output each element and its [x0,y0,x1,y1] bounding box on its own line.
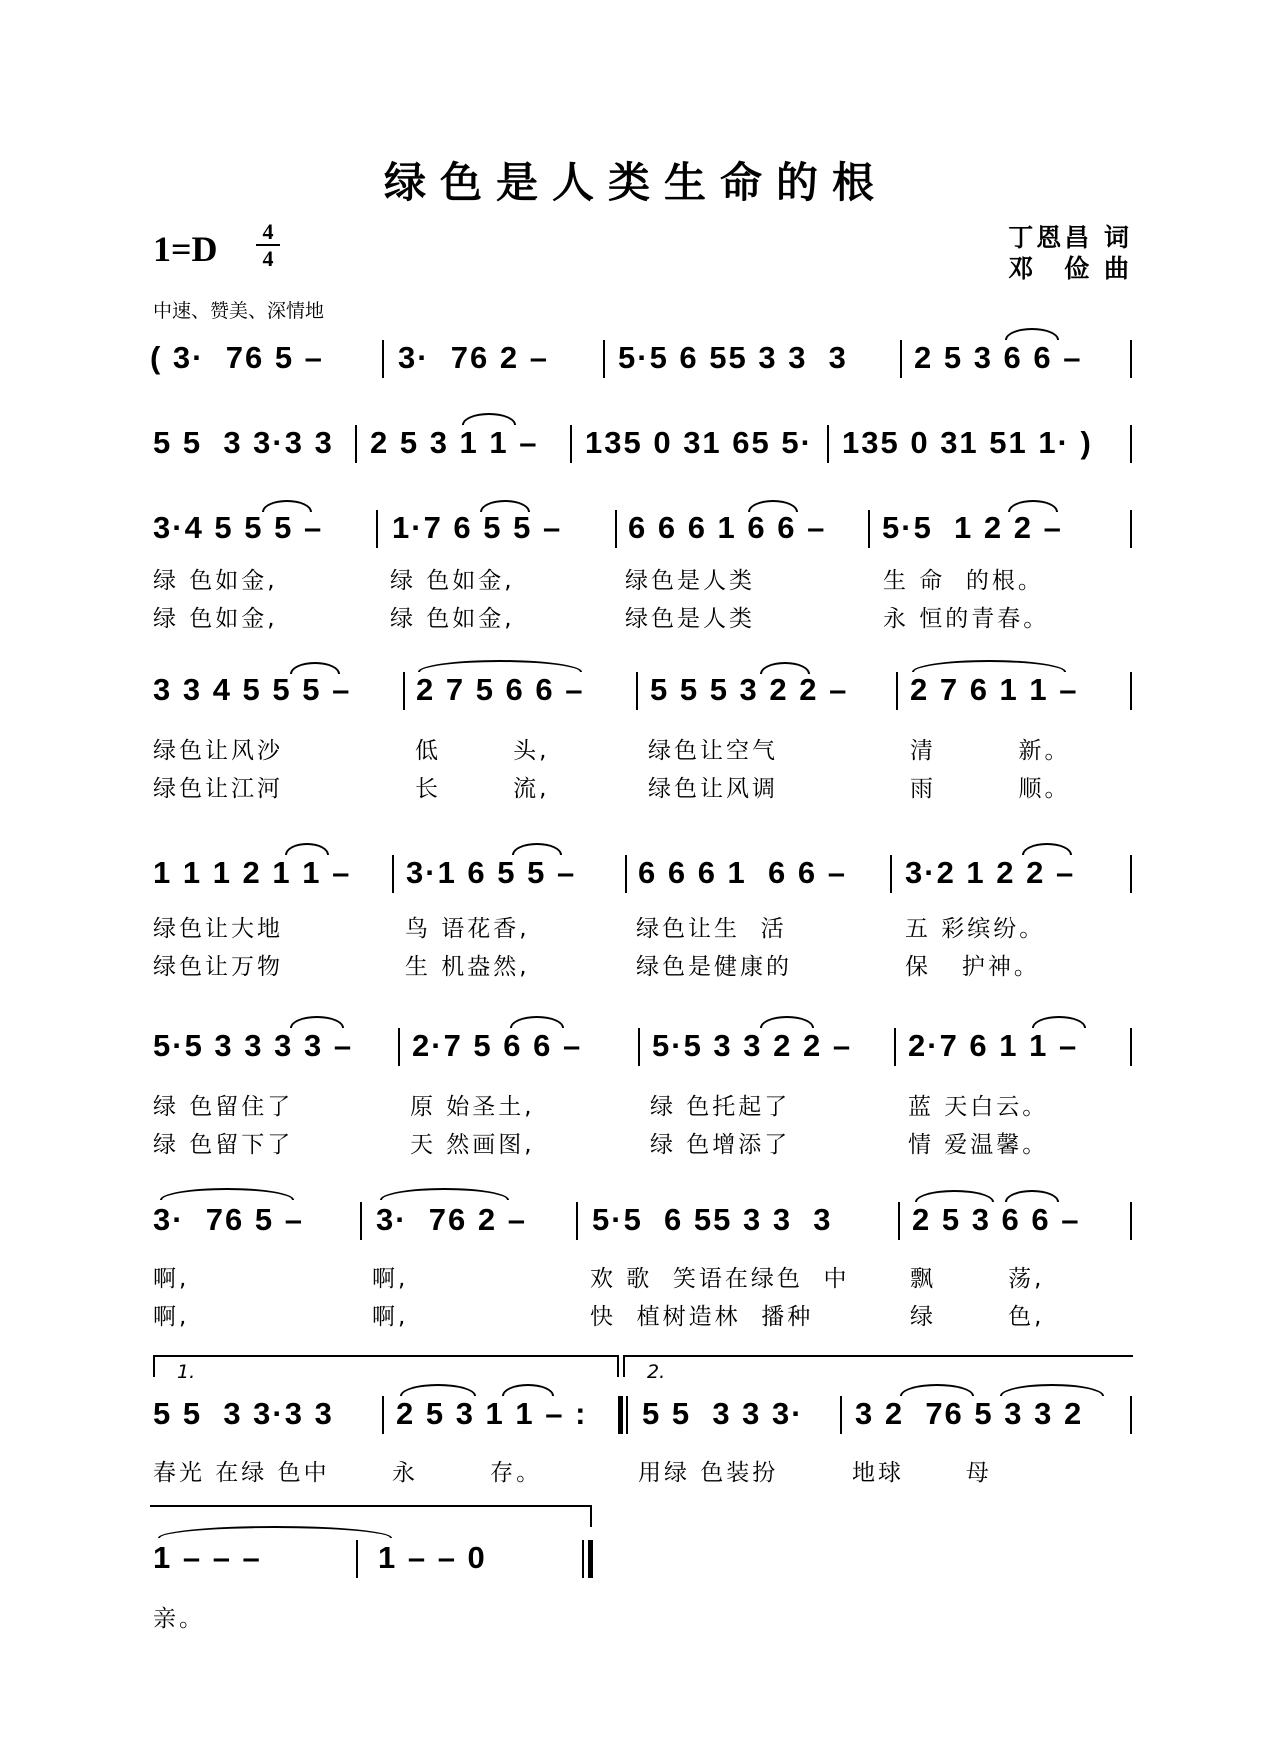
lyric: 啊, [153,1266,190,1292]
measure: 2 5 3 6 6 – [912,1202,1081,1237]
barline [1130,510,1132,548]
slur [512,843,562,855]
key-signature: 1=D [153,229,218,269]
slur [510,1016,564,1028]
barline [827,425,829,463]
barline [1130,425,1132,463]
measure: 1 – – 0 [378,1540,487,1575]
barline [382,340,384,378]
barline [636,672,638,710]
lyric: 永 存。 [392,1460,543,1486]
barline [403,672,405,710]
barline [1130,672,1132,710]
measure: 2·7 6 1 1 – [908,1028,1079,1063]
measure: 135 0 31 51 1· ) [842,425,1093,460]
slur [285,843,329,855]
measure: ( 3· 76 5 – [150,340,324,375]
measure: 5·5 1 2 2 – [882,510,1063,545]
lyric: 绿 色如金, [153,568,278,594]
slur [760,1016,814,1028]
measure: 1·7 6 5 5 – [392,510,563,545]
volta-bracket-continuation [150,1505,592,1527]
repeat-barline [618,1396,623,1434]
lyric: 亲。 [153,1606,205,1632]
lyric: 长 流, [415,776,550,802]
volta-bracket-second [623,1355,1133,1383]
measure: 2 5 3 1 1 – : [396,1396,588,1431]
lyric: 用绿 色装扮 [638,1460,779,1486]
barline [625,855,627,893]
lyric: 绿 色, [910,1304,1045,1330]
barline [570,425,572,463]
measure: 2 5 3 1 1 – [370,425,539,460]
lyric: 啊, [372,1304,409,1330]
lyric: 情 爱温馨。 [908,1132,1049,1158]
lyric: 啊, [153,1304,190,1330]
slur [1005,328,1059,340]
measure: 5 5 3 3·3 3 [153,425,334,460]
song-title: 绿色是人类生命的根 [383,158,888,207]
slur [290,1016,344,1028]
measure: 5·5 3 3 2 2 – [652,1028,853,1063]
measure: 3·2 1 2 2 – [905,855,1076,890]
final-barline-thin [582,1540,584,1578]
measure: 6 6 6 1 6 6 – [628,510,827,545]
measure: 6 6 6 1 6 6 – [638,855,847,890]
measure: 5·5 6 55 3 3 3 [618,340,848,375]
lyric: 保 护神。 [905,954,1040,980]
composer-credit: 邓 俭 曲 [1008,254,1132,283]
measure: 5 5 5 3 2 2 – [650,672,849,707]
slur [1032,1016,1086,1028]
lyric: 绿 色托起了 [650,1094,791,1120]
slur [912,660,1066,672]
measure: 3·4 5 5 5 – [153,510,324,545]
barline [356,1540,358,1578]
slur [1000,1384,1104,1396]
slur [160,1188,294,1200]
barline [638,1028,640,1066]
lyric: 绿色让万物 [153,954,283,980]
slur [1008,500,1058,512]
measure: 3· 76 2 – [398,340,549,375]
lyric: 低 头, [415,738,550,764]
measure: 2 7 6 1 1 – [910,672,1079,707]
barline [840,1396,842,1434]
barline [398,1028,400,1066]
measure: 3·1 6 5 5 – [406,855,577,890]
lyric: 欢 歌 笑语在绿色 中 [590,1266,850,1292]
final-barline-thick [588,1540,593,1578]
lyric: 绿 色增添了 [650,1132,791,1158]
lyric: 绿色让生 活 [636,916,787,942]
barline [376,510,378,548]
barline [898,1202,900,1240]
barline [1130,1202,1132,1240]
barline [603,340,605,378]
slur [158,1526,392,1538]
measure: 2·7 5 6 6 – [412,1028,583,1063]
measure: 3 3 4 5 5 5 – [153,672,352,707]
barline [868,510,870,548]
slur [502,1384,554,1396]
barline [894,1028,896,1066]
lyric: 绿色让风沙 [153,738,283,764]
measure: 135 0 31 65 5· [585,425,813,460]
lyric: 绿 色留下了 [153,1132,294,1158]
lyric: 飘 荡, [910,1266,1045,1292]
lyric: 清 新。 [910,738,1071,764]
lyric: 蓝 天白云。 [908,1094,1049,1120]
barline [890,855,892,893]
volta-label: 1. [177,1361,196,1383]
time-signature-top: 4 [262,219,274,244]
slur [262,500,312,512]
lyricist-credit: 丁恩昌 词 [1008,223,1132,252]
lyric: 五 彩缤纷。 [905,916,1046,942]
lyric: 绿色让江河 [153,776,283,802]
slur [400,1384,476,1396]
volta-bracket-first [153,1355,619,1383]
time-signature [256,220,280,270]
barline [1130,1396,1132,1434]
barline [382,1396,384,1434]
measure: 5 5 3 3 3· [642,1396,804,1431]
lyric: 绿色是人类 [625,606,755,632]
lyric: 绿 色如金, [153,606,278,632]
measure: 2 7 5 6 6 – [416,672,585,707]
barline [360,1202,362,1240]
measure: 5 5 3 3·3 3 [153,1396,334,1431]
lyric: 原 始圣土, [410,1094,535,1120]
lyric: 啊, [372,1266,409,1292]
measure: 2 5 3 6 6 – [914,340,1083,375]
barline [1130,855,1132,893]
volta-label: 2. [647,1361,666,1383]
measure: 3· 76 2 – [376,1202,527,1237]
lyric: 雨 顺。 [910,776,1071,802]
slur [900,1384,974,1396]
lyric: 快 植树造林 播种 [590,1304,814,1330]
lyric: 生 命 的根。 [883,568,1044,594]
barline [615,510,617,548]
barline [355,425,357,463]
barline [576,1202,578,1240]
time-signature-bottom: 4 [262,246,274,271]
slur [462,413,516,425]
measure: 5·5 3 3 3 3 – [153,1028,354,1063]
slur [480,500,530,512]
lyric: 绿色让空气 [648,738,778,764]
slur [748,500,798,512]
lyric: 绿色是健康的 [636,954,792,980]
slur [1022,843,1072,855]
measure: 5·5 6 55 3 3 3 [592,1202,833,1237]
repeat-barline [626,1396,628,1434]
lyric: 绿 色如金, [390,568,515,594]
measure: 1 – – – [153,1540,262,1575]
lyric: 生 机盎然, [405,954,530,980]
lyric: 绿 色留住了 [153,1094,294,1120]
lyric: 地球 母 [852,1460,992,1486]
barline [896,672,898,710]
barline [900,340,902,378]
lyric: 永 恒的青春。 [883,606,1050,632]
lyric: 鸟 语花香, [405,916,530,942]
barline [392,855,394,893]
measure: 3 2 76 5 3 3 2 [855,1396,1084,1431]
slur [760,662,810,674]
lyric: 绿色让大地 [153,916,283,942]
slur [380,1188,509,1200]
barline [1130,340,1132,378]
barline [1130,1028,1132,1066]
lyric: 绿色是人类 [625,568,755,594]
slur [290,662,340,674]
slur [1005,1190,1059,1202]
lyric: 绿 色如金, [390,606,515,632]
lyric: 天 然画图, [410,1132,535,1158]
slur [915,1190,994,1202]
measure: 1 1 1 2 1 1 – [153,855,352,890]
slur [418,660,582,672]
tempo-marking: 中速、赞美、深情地 [153,300,325,322]
measure: 3· 76 5 – [153,1202,304,1237]
lyric: 绿色让风调 [648,776,778,802]
lyric: 春光 在绿 色中 [153,1460,330,1486]
